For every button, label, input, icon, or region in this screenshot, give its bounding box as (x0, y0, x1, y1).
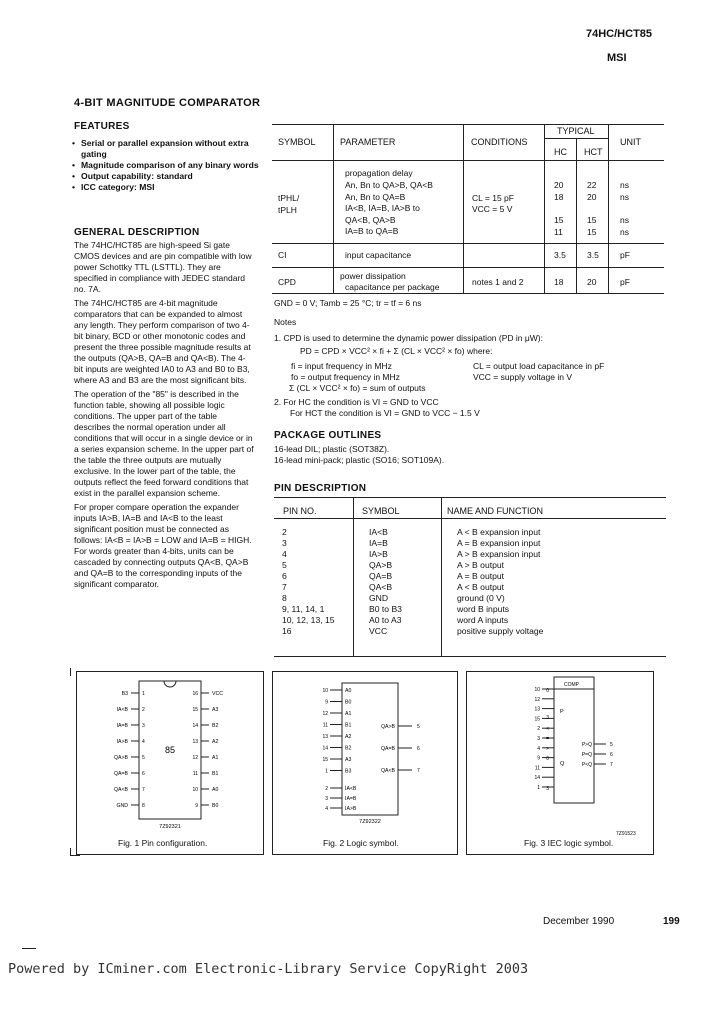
fig2-input-number: 9 (325, 699, 328, 706)
fig1-pin-number-right: 11 (192, 771, 198, 777)
fig3-comp-label: COMP (564, 682, 579, 688)
fig2-input-label: A2 (345, 734, 352, 740)
fig3-input-number: 15 (534, 716, 540, 723)
fig2-exp-label: IA=B (345, 796, 357, 802)
fig3-input-number: 10 (534, 687, 540, 693)
fig2-exp-number: 2 (325, 786, 328, 792)
fig3-input-number: 11 (534, 765, 540, 772)
fig2-logic-symbol (272, 671, 456, 853)
note-1-fi: fi = input frequency in MHz (291, 361, 392, 371)
qr-row2-symbol: CI (278, 250, 287, 260)
qr-row2-param: input capacitance (345, 250, 412, 260)
fig1-pin-number-left: 1 (142, 691, 145, 697)
fig1-pin-number-left: 8 (142, 803, 145, 809)
fig2-input-number: 15 (322, 757, 328, 763)
footer-date: December 1990 (543, 916, 615, 927)
fig2-input-number: 10 (322, 688, 328, 694)
qr-row3-hct: 20 (587, 277, 597, 287)
fig3-output-number: 7 (610, 762, 613, 768)
fig3-input-number: 13 (534, 706, 540, 713)
package-line-1: 16-lead DIL; plastic (SOT38Z). (274, 444, 390, 454)
fig2-output-number: 5 (417, 724, 420, 730)
qr-row1-symbol-b: tPLH (278, 205, 297, 215)
qr-row3-param-b: capacitance per package (345, 282, 440, 292)
fig1-pin-number-right: 9 (195, 803, 198, 809)
fig1-pin-label-left: IA>B (116, 739, 128, 745)
fig3-input-label: > (546, 746, 549, 752)
fig2-exp-number: 3 (325, 796, 328, 802)
fig2-output-number: 6 (417, 746, 420, 752)
fig2-output-label: QA<B (381, 768, 395, 774)
note-1-formula: PD = CPD × VCC² × fi + Σ (CL × VCC² × fo) where: (300, 346, 493, 356)
fig1-pin-number-right: 14 (192, 723, 198, 729)
qr-row3-unit: pF (620, 277, 630, 287)
fig3-p-label: P (560, 709, 564, 715)
table-row: 9, 11, 14, 1 B0 to B3 word B inputs (282, 604, 510, 614)
fig3-output-label: P>Q (581, 742, 592, 748)
qr-row2-hct: 3.5 (587, 250, 599, 260)
fig3-code: 7Z91523 (616, 831, 636, 837)
pin-col-symbol: SYMBOL (362, 506, 400, 516)
table-row: 6 QA=B A = B output (282, 571, 505, 581)
general-p5: For words greater than 4-bits, units can be cascaded by connecting outputs QA<B, QA>B and QA=B to the corresponding inputs of the significant comparator. (74, 546, 249, 589)
fig1-code: 7Z92321 (159, 824, 181, 830)
fig3-output-label: P<Q (581, 762, 592, 768)
fig3-input-label: 3 (546, 715, 549, 721)
qr-row1-params: An, Bn to QA>B, QA<B An, Bn to QA=B IA<B, IA=B, IA>B to QA<B, QA>B IA=B to QA=B (345, 180, 433, 236)
table-row: 8 GND ground (0 V) (282, 593, 505, 603)
fig1-notch (164, 681, 176, 687)
table-row: 10, 12, 13, 15 A0 to A3 word A inputs (282, 615, 509, 625)
fig1-pin-label-right: A1 (212, 755, 219, 761)
fig1-pin-label-left: QA>B (114, 755, 128, 761)
notes-gnd-line: GND = 0 V; Tamb = 25 °C; tr = tf = 6 ns (274, 298, 422, 308)
fig1-pin-label-right: B2 (212, 723, 219, 729)
fig1-pin-label-right: A3 (212, 707, 219, 713)
qr-row2-hc: 3.5 (554, 250, 566, 260)
fig3-input-number: 1 (537, 785, 540, 791)
note-2b: For HCT the condition is VI = GND to VCC − 1.5 V (290, 408, 480, 418)
features-list (72, 138, 262, 193)
fig3-output-number: 5 (610, 742, 613, 748)
fig1-pin-label-left: B3 (121, 691, 128, 697)
fig2-output-number: 7 (417, 768, 420, 774)
fig2-code: 7Z92322 (359, 819, 381, 825)
fig1-pin-label-right: B0 (212, 803, 219, 809)
fig1-pin-number-left: 7 (142, 787, 145, 793)
pin-table (274, 527, 666, 637)
package-heading: PACKAGE OUTLINES (274, 430, 382, 441)
note-1-cl: CL = output load capacitance in pF (473, 361, 605, 371)
fig1-pin-number-left: 5 (142, 755, 145, 761)
fig2-exp-label: IA<B (345, 786, 357, 792)
page-title: 4-BIT MAGNITUDE COMPARATOR (74, 97, 261, 109)
fig1-caption: Fig. 1 Pin configuration. (118, 838, 208, 848)
fig2-caption: Fig. 2 Logic symbol. (323, 838, 399, 848)
fig1-pin-number-left: 6 (142, 771, 145, 777)
table-row: 4 IA>B A > B expansion input (282, 549, 541, 559)
qr-row1-hc: 20 18 15 11 (554, 180, 564, 237)
table-row: 3 IA=B A = B expansion input (282, 538, 541, 548)
qr-row3-param-a: power dissipation (340, 271, 406, 281)
fig3-input-label: = (546, 736, 549, 742)
fig3-input-number: 12 (534, 696, 540, 703)
fig3-caption: Fig. 3 IEC logic symbol. (524, 838, 614, 848)
qr-row3-symbol: CPD (278, 277, 296, 287)
fig3-output-number: 6 (610, 752, 613, 758)
pin-col-name: NAME AND FUNCTION (447, 506, 544, 516)
fig2-input-number: 14 (322, 745, 328, 752)
qr-row1-symbol-a: tPHL/ (278, 193, 300, 203)
fig2-input-number: 1 (325, 768, 328, 775)
qr-col-unit: UNIT (620, 137, 641, 147)
fig2-exp-number: 4 (325, 806, 328, 812)
fig3-input-number: 2 (537, 726, 540, 733)
general-heading: GENERAL DESCRIPTION (74, 227, 200, 238)
fig1-pin-label-right: A0 (212, 787, 219, 793)
qr-col-typical: TYPICAL (557, 126, 595, 136)
feature-item: • ICC category: MSI (72, 182, 155, 192)
qr-col-hc: HC (554, 147, 567, 157)
fig2-input-number: 12 (322, 711, 328, 717)
general-p2: The 74HC/HCT85 are 4-bit magnitude comparators that can be expanded to almost any length. They perform comparison of two 4-bit binary, BCD or other monotonic codes and present the three possible magnitude results at the outputs (QA>B, QA=B and QA<B). The 4-bit inputs are weighted IA0 to A3 and B0 to B3, where A3 and B3 are the most significant bits. (74, 298, 251, 385)
general-p1: The 74HC/HCT85 are high-speed Si gate CMOS devices and are pin compatible with low power Schottky TTL (LSTTL). They are specified in compliance with JEDEC standard no. 7A. (74, 240, 252, 294)
qr-row1-cond-a: CL = 15 pF (472, 193, 514, 203)
table-row: 7 QA<B A < B output (282, 582, 505, 592)
fig1-pin-number-left: 3 (142, 723, 145, 729)
fig1-pin-configuration (76, 671, 262, 853)
table-row: 16 VCC positive supply voltage (282, 626, 544, 636)
fig2-input-label: B1 (345, 722, 352, 729)
fig1-pin-label-left: GND (116, 803, 128, 809)
fig1-chip-label: 85 (164, 745, 176, 755)
fig3-body (554, 677, 594, 803)
qr-row1-hct: 22 20 15 15 (587, 180, 597, 237)
fig2-input-number: 11 (322, 722, 328, 729)
notes-heading: Notes (274, 317, 297, 327)
fig1-pin-label-right: VCC (212, 691, 223, 697)
fig2-exp-label: IA>B (345, 806, 357, 812)
fig1-pin-number-left: 4 (142, 739, 145, 745)
package-line-2: 16-lead mini-pack; plastic (SO16; SOT109A). (274, 455, 445, 465)
qr-col-conditions: CONDITIONS (471, 137, 528, 147)
fig2-output-label: QA=B (381, 746, 395, 752)
fig2-input-label: A0 (345, 688, 352, 694)
fig3-q-label: Q (560, 761, 565, 767)
qr-row1-unit: ns ns ns ns (620, 180, 629, 237)
qr-col-hct: HCT (584, 147, 603, 157)
fig2-input-label: A1 (345, 711, 352, 717)
qr-row3-cond: notes 1 and 2 (472, 277, 524, 287)
fig1-pin-number-right: 12 (192, 755, 198, 761)
fig3-input-number: 14 (534, 775, 540, 782)
fig2-input-label: B2 (345, 745, 352, 752)
note-2: 2. For HC the condition is VI = GND to VCC (274, 397, 439, 407)
note-1-sum: Σ (CL × VCC² × fo) = sum of outputs (289, 383, 426, 393)
fig3-output-label: P=Q (581, 752, 592, 758)
qr-row1-param-title: propagation delay (345, 168, 413, 178)
fig3-input-number: 4 (537, 745, 540, 752)
footer-credit: Powered by ICminer.com Electronic-Library Service CopyRight 2003 (8, 961, 529, 977)
fig2-input-label: A3 (345, 757, 352, 763)
fig3-input-label: 0 (546, 688, 549, 694)
fig2-output-label: QA>B (381, 724, 395, 730)
fig3-iec-symbol (466, 671, 652, 853)
note-1-fo: fo = output frequency in MHz (291, 372, 400, 382)
fig1-pin-number-right: 10 (192, 787, 198, 793)
fig2-input-number: 13 (322, 734, 328, 740)
fig2-input-label: B0 (345, 699, 352, 706)
general-description (74, 240, 254, 590)
qr-row3-hc: 18 (554, 277, 564, 287)
qr-row2-unit: pF (620, 250, 630, 260)
qr-col-parameter: PARAMETER (340, 137, 396, 147)
pin-description-heading: PIN DESCRIPTION (274, 483, 367, 494)
fig1-pin-label-right: B1 (212, 771, 219, 777)
feature-item: • Magnitude comparison of any binary words (72, 160, 259, 170)
fig1-pin-label-left: QA=B (114, 771, 128, 777)
fig1-pin-number-right: 15 (192, 707, 198, 713)
fig2-input-label: B3 (345, 768, 352, 775)
fig1-pin-number-left: 2 (142, 707, 145, 713)
fig1-pin-label-left: IA<B (116, 707, 128, 713)
general-p3: The operation of the "85" is described in the function table, showing all possible logic conditions. The upper part of the table describes the normal operation under all conditions that will occur in a single device or in a series expansion scheme. In the upper part of the table the three outputs are mutually exclusive. In the lower part of the table, the outputs reflect the feed forward conditions that exist in the parallel expansion scheme. (74, 389, 254, 498)
device-class: MSI (607, 52, 627, 64)
note-1: 1. CPD is used to determine the dynamic power dissipation (PD in μW): (274, 333, 543, 343)
features-heading: FEATURES (74, 121, 130, 132)
fig3-input-label: 0 (546, 756, 549, 762)
note-1-vcc: VCC = supply voltage in V (473, 372, 572, 382)
page-number: 199 (663, 916, 680, 927)
fig1-pin-number-right: 16 (192, 691, 198, 697)
fig3-input-number: 3 (537, 736, 540, 742)
feature-item: • Serial or parallel expansion without extra gating (72, 138, 249, 159)
fig3-input-label: 3 (546, 786, 549, 792)
fig3-input-label: < (546, 726, 549, 732)
fig1-pin-label-right: A2 (212, 739, 219, 745)
fig1-pin-label-left: QA<B (114, 787, 128, 793)
qr-row1-cond-b: VCC = 5 V (472, 204, 513, 214)
fig1-pin-label-left: IA=B (116, 723, 128, 729)
fig3-input-number: 9 (537, 755, 540, 762)
table-row: 2 IA<B A < B expansion input (282, 527, 541, 537)
general-p4: For proper compare operation the expander inputs IA>B, IA=B and IA<B to the least significant position must be connected as follows: IA<B = IA>B = LOW and IA=B = HIGH. (74, 502, 252, 545)
feature-item: • Output capability: standard (72, 171, 193, 181)
part-number: 74HC/HCT85 (586, 28, 653, 40)
table-row: 5 QA>B A > B output (282, 560, 505, 570)
pin-col-no: PIN NO. (283, 506, 317, 516)
fig1-pin-number-right: 13 (192, 739, 198, 745)
qr-col-symbol: SYMBOL (278, 137, 316, 147)
